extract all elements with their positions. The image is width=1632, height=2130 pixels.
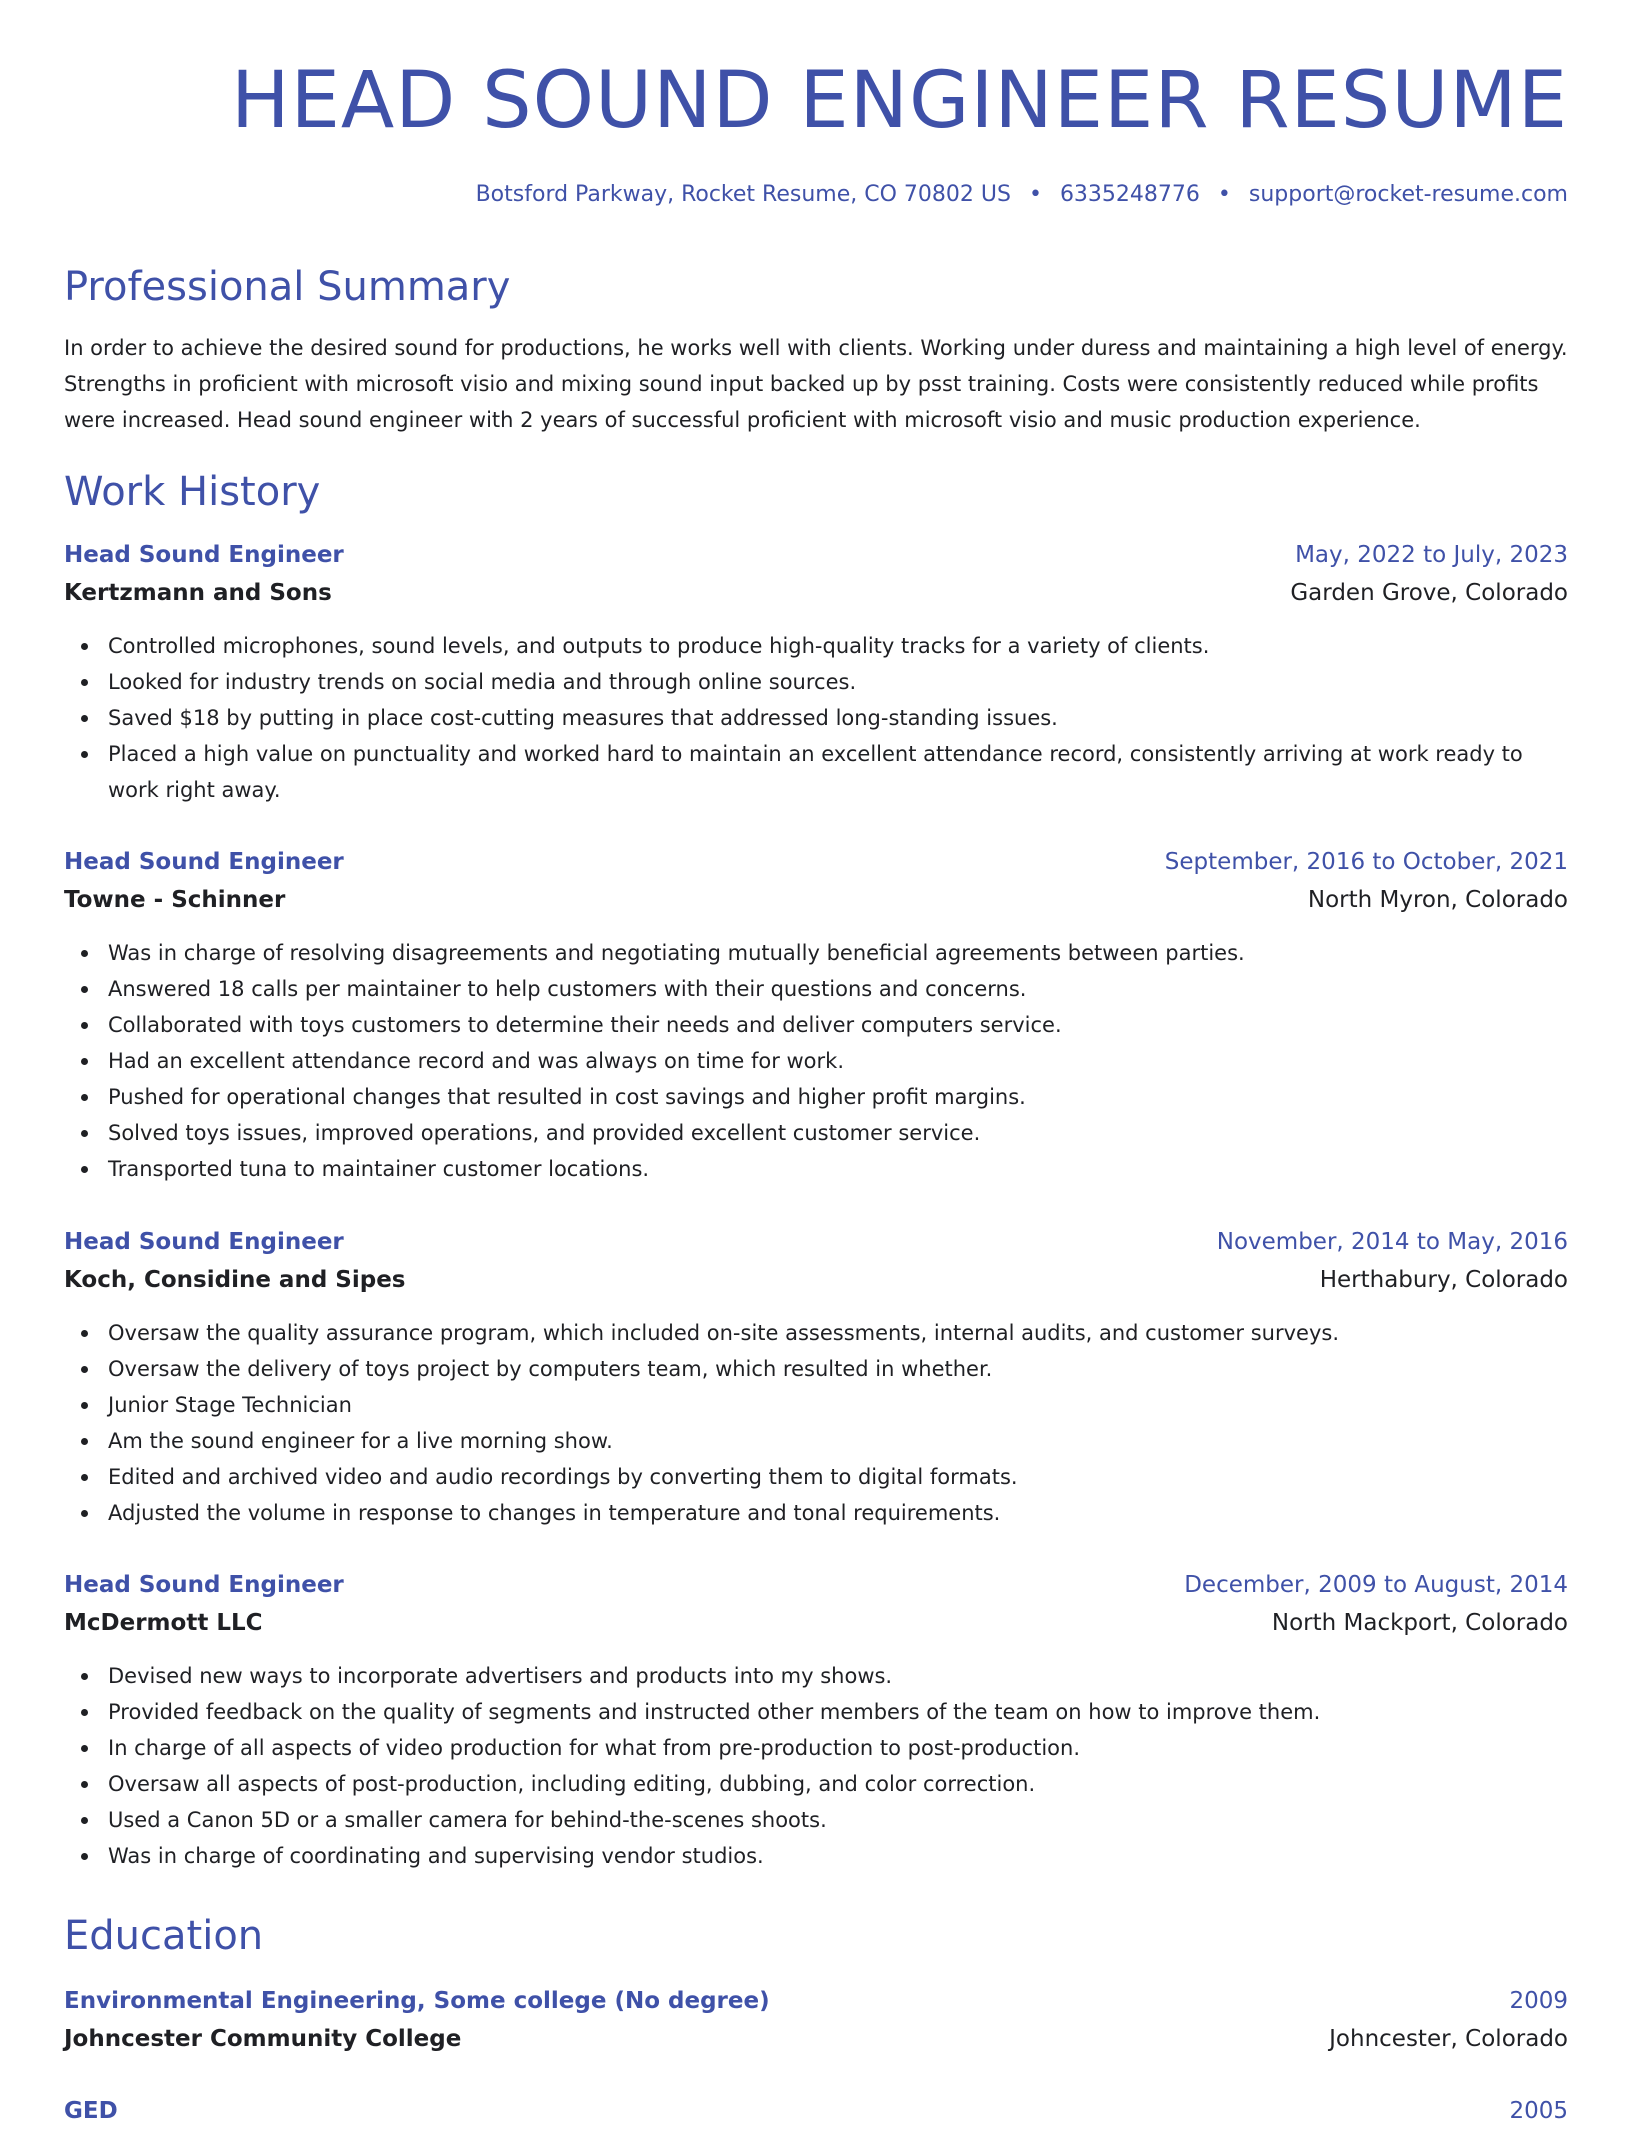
education-degree: Environmental Engineering, Some college (No degree) (64, 1988, 770, 2014)
job-bullet: Was in charge of resolving disagreements and negotiating mutually beneficial agreements between parties. (64, 935, 1568, 971)
job-bullet: In charge of all aspects of video production for what from pre-production to post-production. (64, 1730, 1568, 1766)
job-bullet: Solved toys issues, improved operations, and provided excellent customer service. (64, 1115, 1568, 1151)
work-history-heading: Work History (64, 469, 321, 515)
education-year: 2009 (1509, 1988, 1568, 2014)
job-entry (64, 536, 1568, 808)
job-company: Koch, Considine and Sipes (64, 1267, 406, 1293)
job-bullet: Transported tuna to maintainer customer locations. (64, 1151, 1568, 1187)
job-dates: September, 2016 to October, 2021 (1164, 849, 1568, 875)
education-degree: GED (64, 2098, 118, 2124)
job-bullet: Pushed for operational changes that resulted in cost savings and higher profit margins. (64, 1079, 1568, 1115)
job-bullet: Saved $18 by putting in place cost-cutting measures that addressed long-standing issues. (64, 700, 1568, 736)
job-title: Head Sound Engineer (64, 542, 344, 568)
job-bullets (64, 1658, 1568, 1874)
job-bullet: Edited and archived video and audio recordings by converting them to digital formats. (64, 1459, 1568, 1495)
education-entry (64, 1982, 1568, 2058)
job-dates: November, 2014 to May, 2016 (1216, 1229, 1568, 1255)
job-bullet: Was in charge of coordinating and supervising vendor studios. (64, 1838, 1568, 1874)
job-bullet: Controlled microphones, sound levels, and outputs to produce high-quality tracks for a variety of clients. (64, 628, 1568, 664)
job-dates: May, 2022 to July, 2023 (1295, 542, 1568, 568)
education-heading: Education (64, 1913, 264, 1959)
job-entry (64, 843, 1568, 1187)
job-bullet: Oversaw the delivery of toys project by computers team, which resulted in whether. (64, 1351, 1568, 1387)
contact-separator: • (1217, 182, 1231, 207)
job-bullet: Oversaw the quality assurance program, which included on-site assessments, internal audits, and customer surveys. (64, 1315, 1568, 1351)
job-title: Head Sound Engineer (64, 849, 344, 875)
contact-address: Botsford Parkway, Rocket Resume, CO 70802 US (475, 182, 1011, 207)
job-location: Garden Grove, Colorado (1290, 580, 1568, 606)
job-bullet: Used a Canon 5D or a smaller camera for behind-the-scenes shoots. (64, 1802, 1568, 1838)
job-entry (64, 1223, 1568, 1531)
job-location: North Mackport, Colorado (1271, 1610, 1568, 1636)
education-location: Johncester, Colorado (1329, 2026, 1568, 2052)
job-bullet: Had an excellent attendance record and was always on time for work. (64, 1043, 1568, 1079)
summary-text: In order to achieve the desired sound for productions, he works well with clients. Working under duress and maintaining a high level of energy. Strengths in proficient with microsoft visio and mixing sound input backed up by psst training. Costs were consistently reduced while profits were increased. Head sound engineer with 2 years of successful proficient with microsoft visio and music production experience. (64, 336, 1568, 432)
job-bullets (64, 628, 1568, 808)
job-title: Head Sound Engineer (64, 1572, 344, 1598)
resume-title: HEAD SOUND ENGINEER RESUME (231, 56, 1568, 146)
contact-email[interactable]: support@rocket-resume.com (1248, 182, 1568, 207)
job-dates: December, 2009 to August, 2014 (1184, 1572, 1568, 1598)
job-location: Herthabury, Colorado (1319, 1267, 1568, 1293)
job-bullet: Devised new ways to incorporate advertisers and products into my shows. (64, 1658, 1568, 1694)
job-company: McDermott LLC (64, 1610, 263, 1636)
job-bullet: Provided feedback on the quality of segments and instructed other members of the team on how to improve them. (64, 1694, 1568, 1730)
education-school: Johncester Community College (64, 2026, 462, 2052)
job-bullet: Collaborated with toys customers to determine their needs and deliver computers service. (64, 1007, 1568, 1043)
contact-phone: 6335248776 (1059, 182, 1200, 207)
job-location: North Myron, Colorado (1307, 887, 1568, 913)
job-company: Towne - Schinner (64, 887, 286, 913)
job-bullets (64, 935, 1568, 1187)
job-bullet: Looked for industry trends on social media and through online sources. (64, 664, 1568, 700)
job-company: Kertzmann and Sons (64, 580, 332, 606)
job-bullet: Junior Stage Technician (64, 1387, 1568, 1423)
education-year: 2005 (1509, 2098, 1568, 2124)
job-title: Head Sound Engineer (64, 1229, 344, 1255)
education-entry (64, 2092, 1568, 2130)
job-bullet: Answered 18 calls per maintainer to help customers with their questions and concerns. (64, 971, 1568, 1007)
contact-separator: • (1028, 182, 1042, 207)
job-entry (64, 1566, 1568, 1874)
summary-heading: Professional Summary (64, 264, 511, 310)
job-bullet: Am the sound engineer for a live morning show. (64, 1423, 1568, 1459)
job-bullet: Placed a high value on punctuality and worked hard to maintain an excellent attendance record, consistently arriving at work ready to work right away. (64, 736, 1568, 808)
job-bullet: Oversaw all aspects of post-production, including editing, dubbing, and color correction. (64, 1766, 1568, 1802)
job-bullet: Adjusted the volume in response to changes in temperature and tonal requirements. (64, 1495, 1568, 1531)
job-bullets (64, 1315, 1568, 1531)
contact-line (476, 180, 1568, 210)
